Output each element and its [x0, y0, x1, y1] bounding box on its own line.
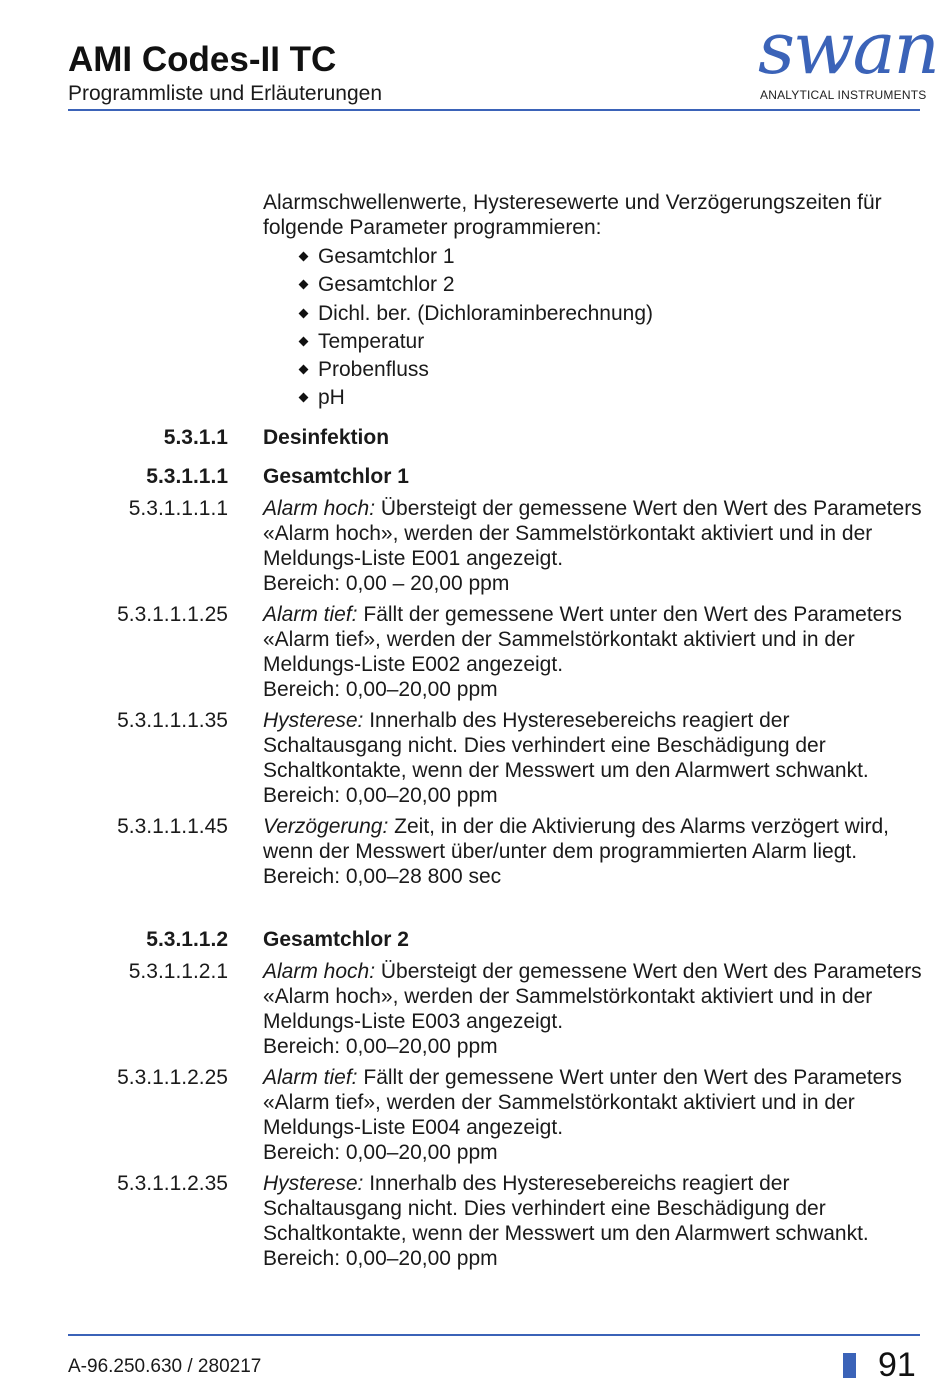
- logo-tagline: ANALYTICAL INSTRUMENTS: [760, 88, 927, 102]
- document-code: A-96.250.630 / 280217: [68, 1356, 262, 1377]
- entry-number: 5.3.1.1.1.1: [128, 497, 228, 520]
- entry-range: Bereich: 0,00–20,00 ppm: [263, 1035, 498, 1058]
- section-title: Desinfektion: [263, 426, 390, 449]
- entry-lead: Alarm tief:: [263, 603, 358, 626]
- entry-body: Innerhalb des Hysteresebereichs reagiert der Schaltausgang nicht. Dies verhindert eine Beschädigung der Schaltkontakte, wenn der Messwert um den Alarmwert schwankt.: [263, 1172, 869, 1245]
- entry-text: [263, 1065, 928, 1165]
- entry-number: 5.3.1.1.1.35: [117, 709, 228, 732]
- parameter-list: [298, 243, 653, 413]
- entry-lead: Alarm tief:: [263, 1066, 358, 1089]
- entry-text: [263, 708, 928, 808]
- list-item-label: Probenfluss: [318, 358, 429, 382]
- entry-number: 5.3.1.1.1.45: [117, 815, 228, 838]
- document-subtitle: Programmliste und Erläuterungen: [68, 82, 382, 105]
- list-item-label: Gesamtchlor 2: [318, 273, 455, 297]
- list-item: [298, 356, 653, 384]
- list-item-label: Dichl. ber. (Dichloraminberechnung): [318, 301, 653, 325]
- section-title: Gesamtchlor 2: [263, 928, 409, 951]
- entry-number: 5.3.1.1.1.25: [117, 603, 228, 626]
- page-number: 91: [878, 1346, 916, 1384]
- entry-lead: Hysterese:: [263, 709, 364, 732]
- bullet-diamond-icon: [299, 393, 309, 403]
- list-item: [298, 300, 653, 328]
- list-item-label: pH: [318, 386, 345, 410]
- bullet-diamond-icon: [299, 365, 309, 375]
- entry-number: 5.3.1.1.2.35: [117, 1172, 228, 1195]
- entry-text: [263, 959, 928, 1059]
- section-number: 5.3.1.1.1: [146, 465, 228, 488]
- entry-text: [263, 814, 928, 889]
- entry-lead: Alarm hoch:: [263, 497, 376, 520]
- entry-body: Übersteigt der gemessene Wert den Wert des Parameters «Alarm hoch», werden der Sammelstörkontakt aktiviert und in der Meldungs-Liste E003 angezeigt.: [263, 960, 922, 1033]
- entry-text: [263, 602, 928, 702]
- intro-paragraph: Alarmschwellenwerte, Hysteresewerte und Verzögerungszeiten für folgende Parameter programmieren:: [263, 191, 882, 239]
- entry-range: Bereich: 0,00–20,00 ppm: [263, 1141, 498, 1164]
- document-title: AMI Codes-II TC: [68, 40, 337, 79]
- entry-text: [263, 1171, 928, 1271]
- list-item-label: Temperatur: [318, 329, 425, 353]
- header-divider: [68, 109, 920, 111]
- list-item: [298, 328, 653, 356]
- entry-number: 5.3.1.1.2.1: [128, 960, 228, 983]
- entry-range: Bereich: 0,00–20,00 ppm: [263, 678, 498, 701]
- entry-body: Fällt der gemessene Wert unter den Wert des Parameters «Alarm tief», werden der Sammelstörkontakt aktiviert und in der Meldungs-Liste E002 angezeigt.: [263, 603, 902, 676]
- entry-range: Bereich: 0,00–28 800 sec: [263, 865, 502, 888]
- entry-body: Fällt der gemessene Wert unter den Wert des Parameters «Alarm tief», werden der Sammelstörkontakt aktiviert und in der Meldungs-Liste E004 angezeigt.: [263, 1066, 902, 1139]
- entry-range: Bereich: 0,00–20,00 ppm: [263, 784, 498, 807]
- list-item: [298, 271, 653, 299]
- entry-body: Zeit, in der die Aktivierung des Alarms verzögert wird, wenn der Messwert über/unter dem programmierten Alarm liegt.: [263, 815, 890, 863]
- section-number: 5.3.1.1.2: [146, 928, 228, 951]
- entry-text: [263, 496, 928, 596]
- bullet-diamond-icon: [299, 280, 309, 290]
- entry-range: Bereich: 0,00–20,00 ppm: [263, 1247, 498, 1270]
- entry-body: Innerhalb des Hysteresebereichs reagiert der Schaltausgang nicht. Dies verhindert eine Beschädigung der Schaltkontakte, wenn der Messwert um den Alarmwert schwankt.: [263, 709, 869, 782]
- logo-wordmark: swan: [758, 6, 938, 90]
- list-item: [298, 384, 653, 412]
- page-marker-icon: [843, 1353, 856, 1378]
- bullet-diamond-icon: [299, 336, 309, 346]
- swan-logo: [752, 6, 938, 106]
- entry-lead: Verzögerung:: [263, 815, 389, 838]
- section-number: 5.3.1.1: [163, 426, 228, 449]
- entry-range: Bereich: 0,00 – 20,00 ppm: [263, 572, 510, 595]
- list-item-label: Gesamtchlor 1: [318, 245, 455, 268]
- entry-body: Übersteigt der gemessene Wert den Wert des Parameters «Alarm hoch», werden der Sammelstörkontakt aktiviert und in der Meldungs-Liste E001 angezeigt.: [263, 497, 922, 570]
- entry-lead: Alarm hoch:: [263, 960, 376, 983]
- section-title: Gesamtchlor 1: [263, 465, 409, 488]
- entry-number: 5.3.1.1.2.25: [117, 1066, 228, 1089]
- footer-divider: [68, 1334, 920, 1336]
- bullet-diamond-icon: [299, 308, 309, 318]
- list-item: [298, 243, 653, 271]
- bullet-diamond-icon: [299, 252, 309, 262]
- entry-lead: Hysterese:: [263, 1172, 364, 1195]
